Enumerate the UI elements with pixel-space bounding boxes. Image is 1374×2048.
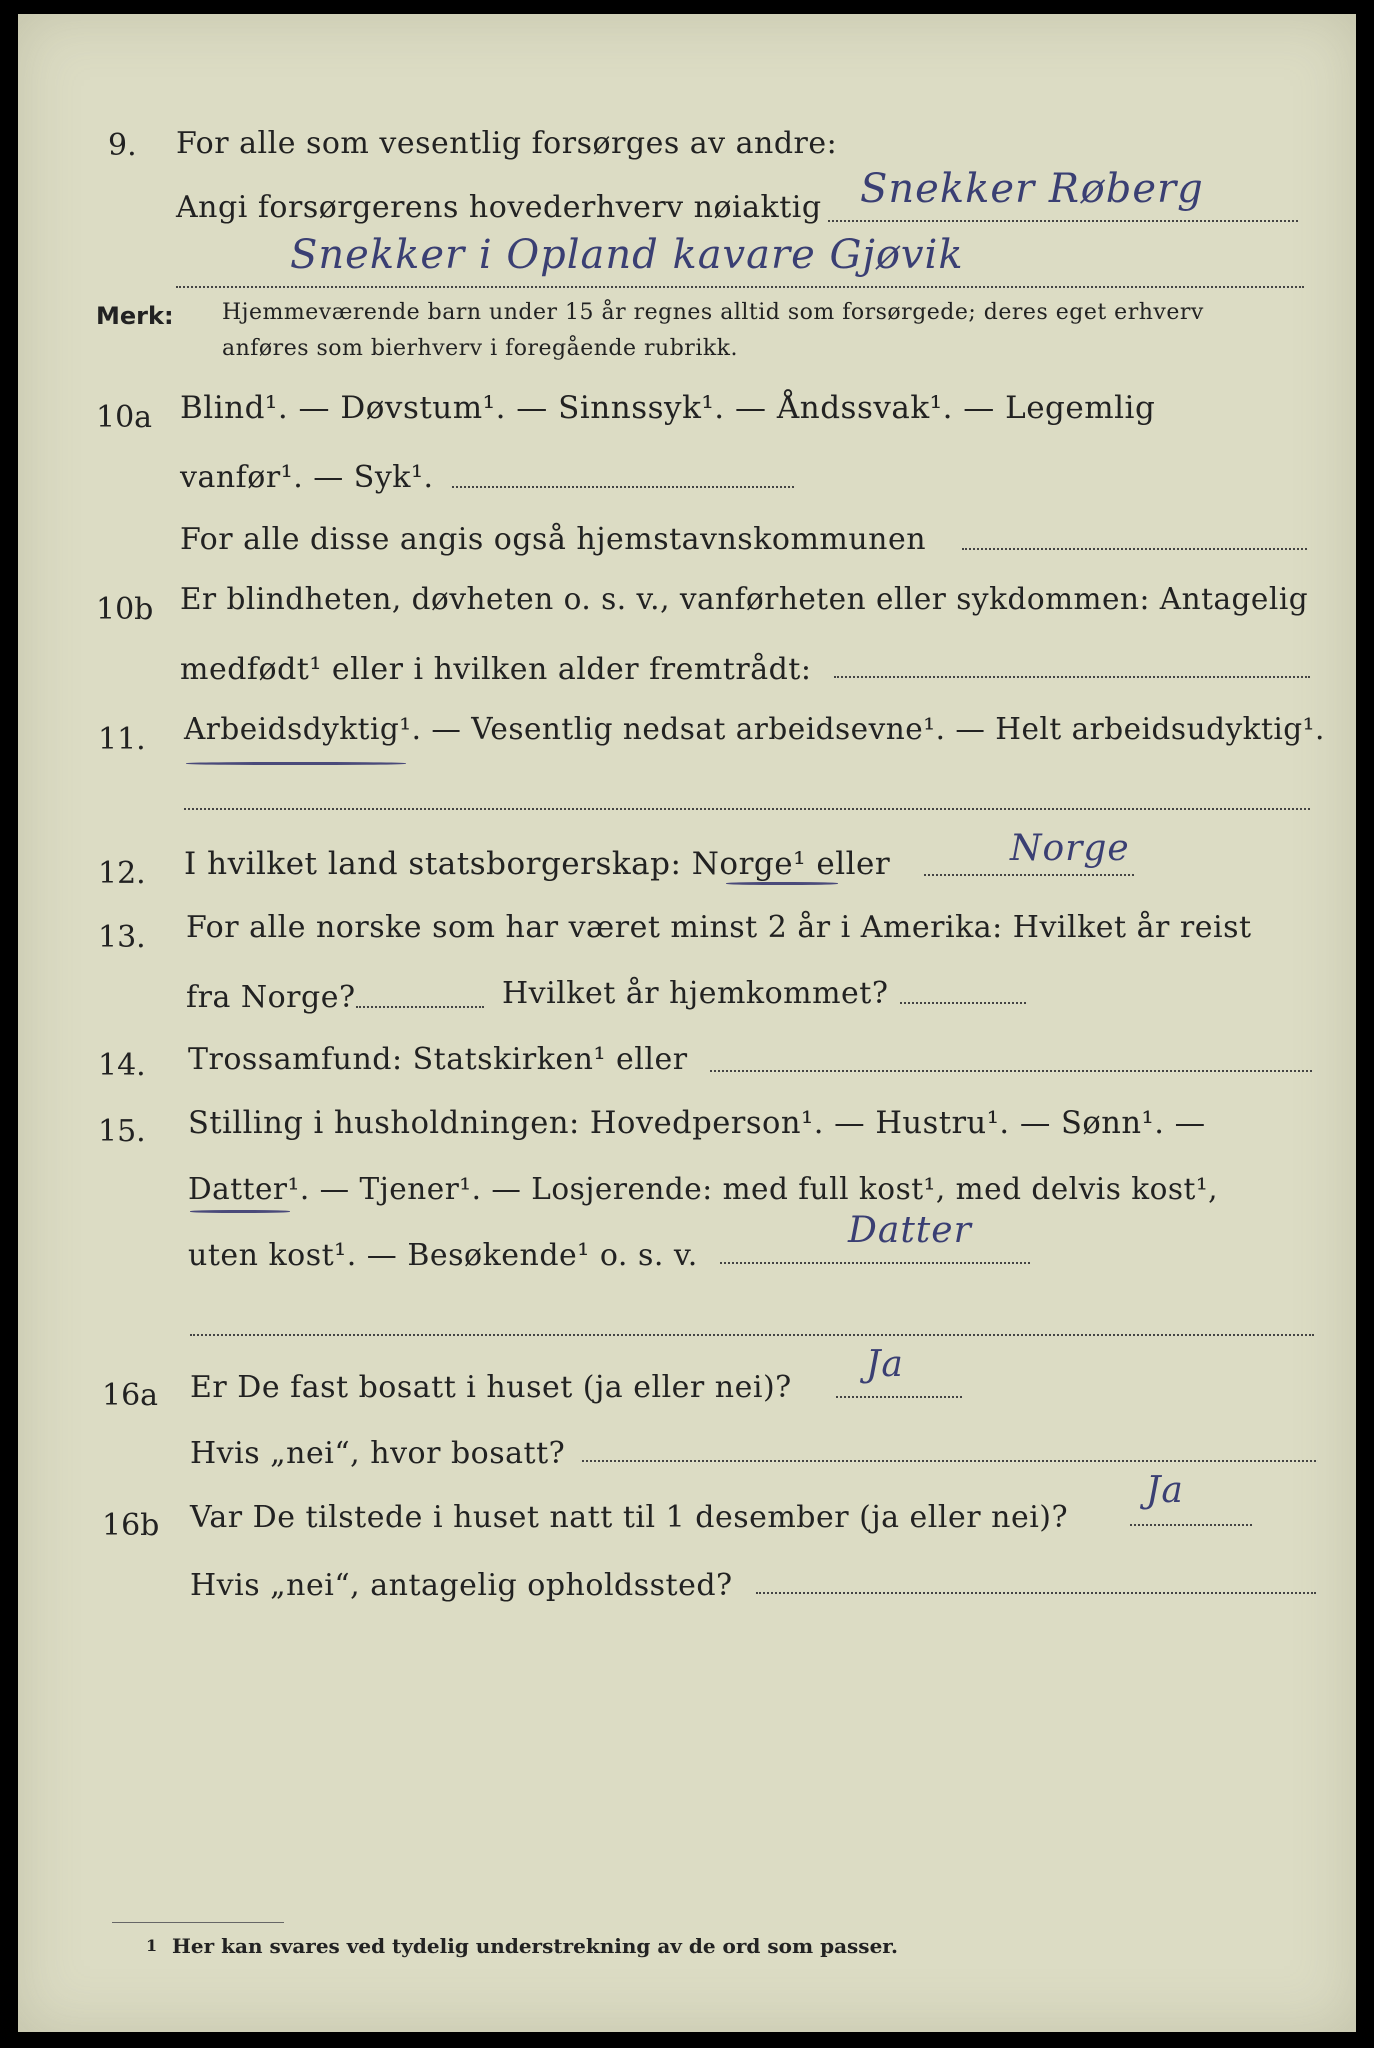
q16b-answer: Ja [1146, 1470, 1184, 1511]
q13-line2a: fra Norge? [186, 980, 356, 1015]
q9-line2: Angi forsørgerens hovederhverv nøiaktig [176, 190, 822, 225]
q10b-answer-line [834, 676, 1310, 678]
q9-answer-line2 [176, 286, 1304, 288]
q10a-line2: vanfør¹. — Syk¹. [180, 460, 434, 495]
q16b-line2: Hvis „nei“, antagelig opholdssted? [190, 1568, 733, 1603]
q11-answer-line [184, 808, 1310, 810]
q11-number: 11. [98, 722, 146, 757]
q13-hjemkommet-line [900, 1002, 1026, 1004]
q10b-line1: Er blindheten, døvheten o. s. v., vanførheten eller sykdommen: Antagelig [180, 582, 1309, 616]
footnote-text: Her kan svares ved tydelig understrekning av de ord som passer. [172, 1934, 898, 1958]
q16a-answer: Ja [866, 1344, 904, 1385]
q16b-line1: Var De tilstede i huset natt til 1 desember (ja eller nei)? [190, 1500, 1069, 1535]
q13-number: 13. [98, 920, 146, 955]
q16a-bosatt-line [582, 1460, 1316, 1462]
q10a-answer-line [452, 486, 794, 488]
q9-answer-line1 [828, 220, 1298, 222]
q16a-answer-line [836, 1396, 962, 1398]
q12-answer: Norge [1010, 828, 1130, 869]
q9-answer2: Snekker i Opland kavare Gjøvik [290, 232, 964, 278]
q11-line1: Arbeidsdyktig¹. — Vesentlig nedsat arbeidsevne¹. — Helt arbeidsudyktig¹. [184, 712, 1325, 746]
q11-underline-arbeidsdyktig [186, 762, 406, 765]
q15-answer: Datter [848, 1210, 972, 1251]
q12-underline-norge [726, 882, 838, 885]
q10b-line2: medfødt¹ eller i hvilken alder fremtrådt: [180, 652, 812, 687]
q13-line2b: Hvilket år hjemkommet? [502, 976, 889, 1011]
q15-answer-line [720, 1262, 1030, 1264]
q16a-line1: Er De fast bosatt i huset (ja eller nei)? [190, 1370, 792, 1405]
q9-line1: For alle som vesentlig forsørges av andre: [176, 126, 838, 161]
merk-line1: Hjemmeværende barn under 15 år regnes alltid som forsørgede; deres eget erhverv [222, 300, 1204, 325]
footnote-rule [112, 1922, 284, 1923]
merk-label: Merk: [96, 302, 174, 330]
q15-line2: Datter¹. — Tjener¹. — Losjerende: med full kost¹, med delvis kost¹, [188, 1172, 1219, 1206]
q16a-line2: Hvis „nei“, hvor bosatt? [190, 1436, 566, 1471]
q10b-number: 10b [96, 592, 154, 627]
q16b-opholdssted-line [756, 1592, 1316, 1594]
q10a-line3: For alle disse angis også hjemstavnskommunen [180, 522, 927, 557]
q10a-line1: Blind¹. — Døvstum¹. — Sinnssyk¹. — Åndssvak¹. — Legemlig [180, 390, 1156, 426]
q12-line1: I hvilket land statsborgerskap: Norge¹ eller [184, 846, 891, 882]
q9-number: 9. [108, 128, 137, 163]
q16a-number: 16a [102, 1378, 159, 1413]
q12-number: 12. [98, 856, 146, 891]
q10a-kommune-line [962, 548, 1307, 550]
q13-reist-line [356, 1006, 484, 1008]
q12-answer-line [924, 874, 1134, 876]
merk-line2: anføres som bierhverv i foregående rubrikk. [222, 336, 739, 361]
q14-line1: Trossamfund: Statskirken¹ eller [188, 1042, 688, 1077]
q14-number: 14. [98, 1048, 146, 1083]
q15-line3: uten kost¹. — Besøkende¹ o. s. v. [188, 1238, 698, 1273]
footnote-mark: 1 [146, 1936, 158, 1955]
q13-line1: For alle norske som har været minst 2 år i Amerika: Hvilket år reist [186, 910, 1252, 945]
q10a-number: 10a [96, 400, 153, 435]
q9-answer1: Snekker Røberg [860, 166, 1204, 212]
q15-number: 15. [98, 1114, 146, 1149]
q15-line1: Stilling i husholdningen: Hovedperson¹. — Hustru¹. — Sønn¹. — [188, 1106, 1206, 1141]
q15-answer-line2 [190, 1334, 1314, 1336]
q16b-number: 16b [102, 1508, 160, 1543]
q15-underline-datter [190, 1210, 290, 1213]
q14-answer-line [710, 1070, 1312, 1072]
q16b-answer-line [1130, 1524, 1252, 1526]
